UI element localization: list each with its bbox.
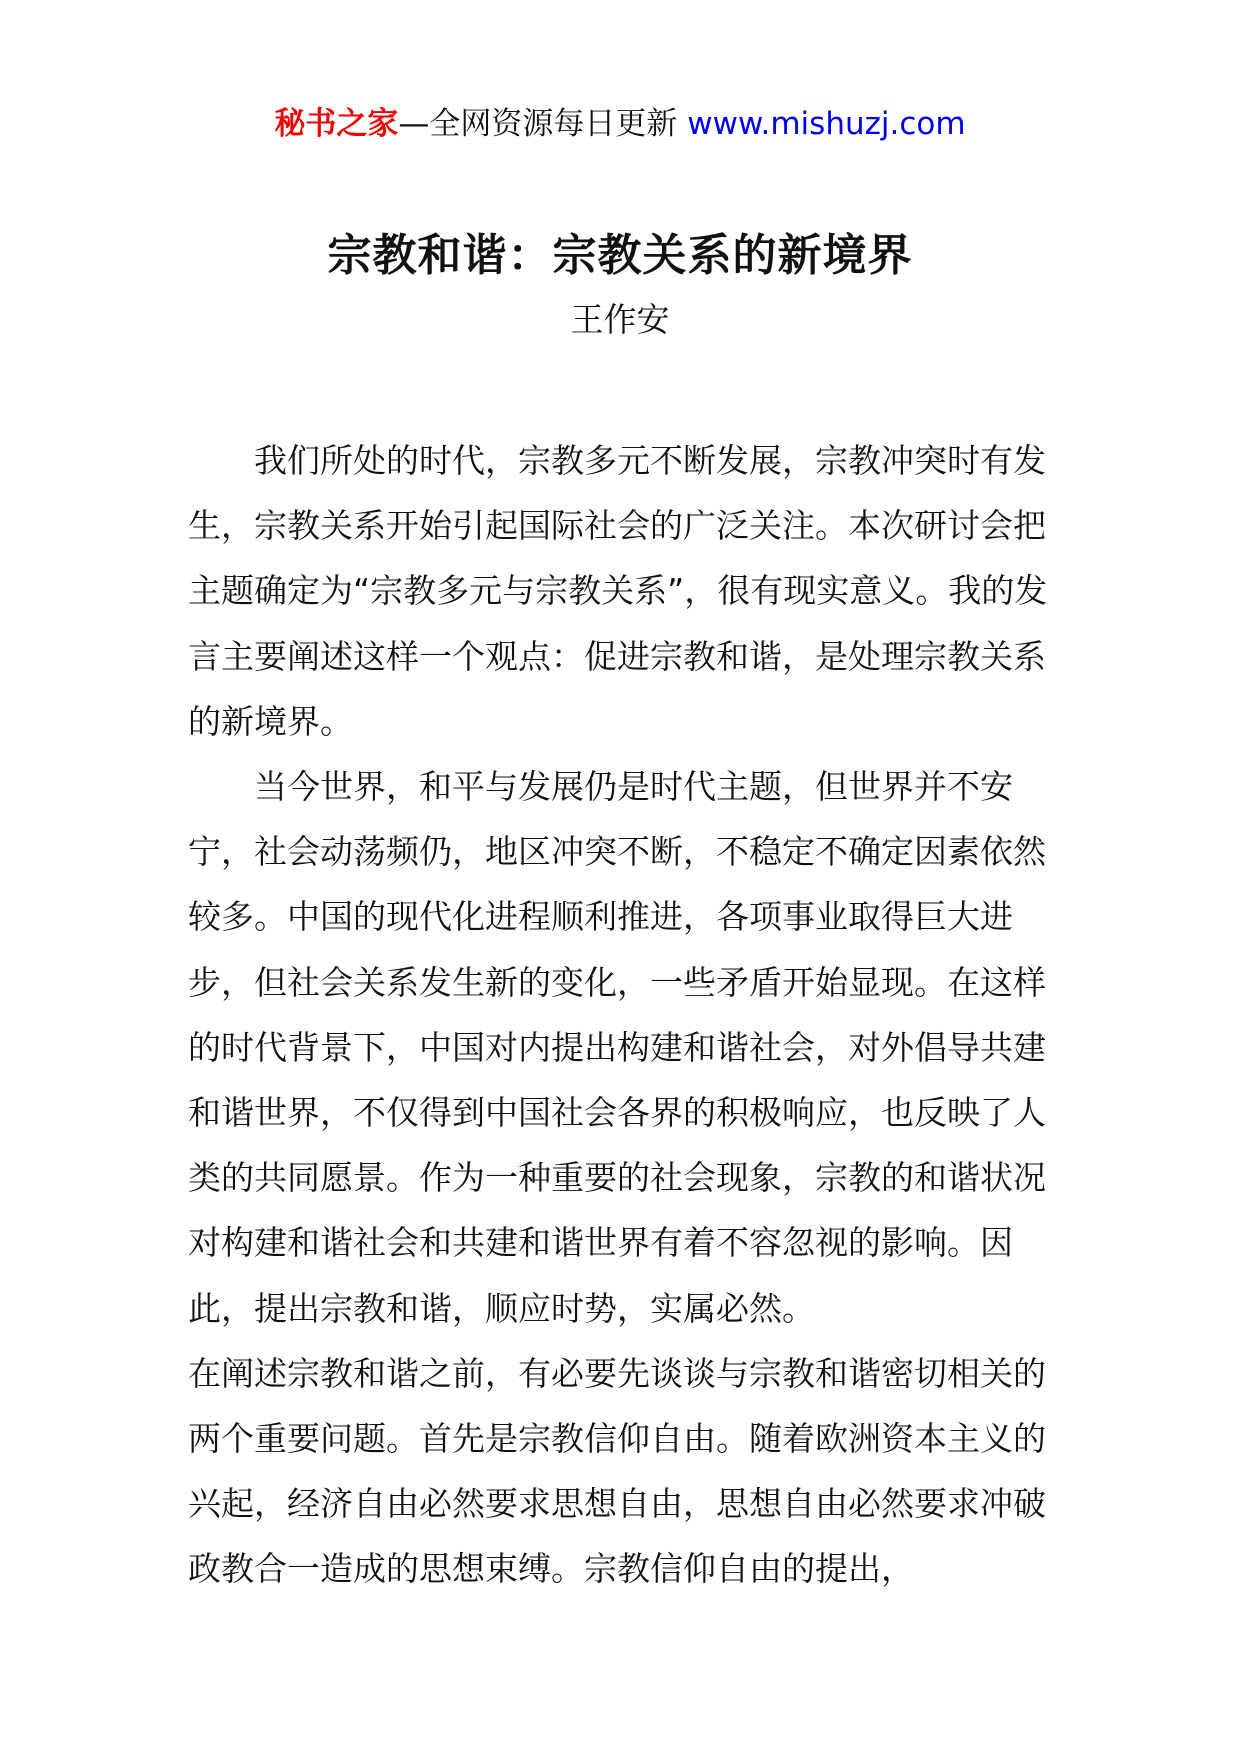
paragraph-1: 我们所处的时代，宗教多元不断发展，宗教冲突时有发生，宗教关系开始引起国际社会的广泛关注。本次研讨会把主题确定为“宗教多元与宗教关系”，很有现实意义。我的发言主要阐述这样一个观点：促进宗教和谐，是处理宗教关系的新境界。: [188, 441, 1048, 741]
article-title: 宗教和谐：宗教关系的新境界: [327, 230, 913, 281]
paragraph-2: 当今世界，和平与发展仍是时代主题，但世界并不安宁，社会动荡频仍，地区冲突不断，不稳定不确定因素依然较多。中国的现代化进程顺利推进，各项事业取得巨大进步，但社会关系发生新的变化，一些矛盾开始显现。在这样的时代背景下，中国对内提出构建和谐社会，对外倡导共建和谐世界，不仅得到中国社会各界的积极响应，也反映了人类的共同愿景。作为一种重要的社会现象，宗教的和谐状况对构建和谐社会和共建和谐世界有着不容忽视的影响。因此，提出宗教和谐，顺应时势，实属必然。: [188, 767, 1046, 1328]
paragraph-3: 在阐述宗教和谐之前，有必要先谈谈与宗教和谐密切相关的两个重要问题。首先是宗教信仰自由。随着欧洲资本主义的兴起，经济自由必然要求思想自由，思想自由必然要求冲破政教合一造成的思想束缚。宗教信仰自由的提出，: [188, 1353, 1046, 1589]
header-tagline: —全网资源每日更新: [398, 106, 678, 142]
article-body: [188, 428, 1054, 1602]
site-url-link[interactable]: www.mishuzj.com: [687, 106, 966, 142]
site-header: [0, 104, 1240, 144]
article-author: 王作安: [570, 300, 670, 339]
brand-name: 秘书之家: [274, 106, 399, 142]
